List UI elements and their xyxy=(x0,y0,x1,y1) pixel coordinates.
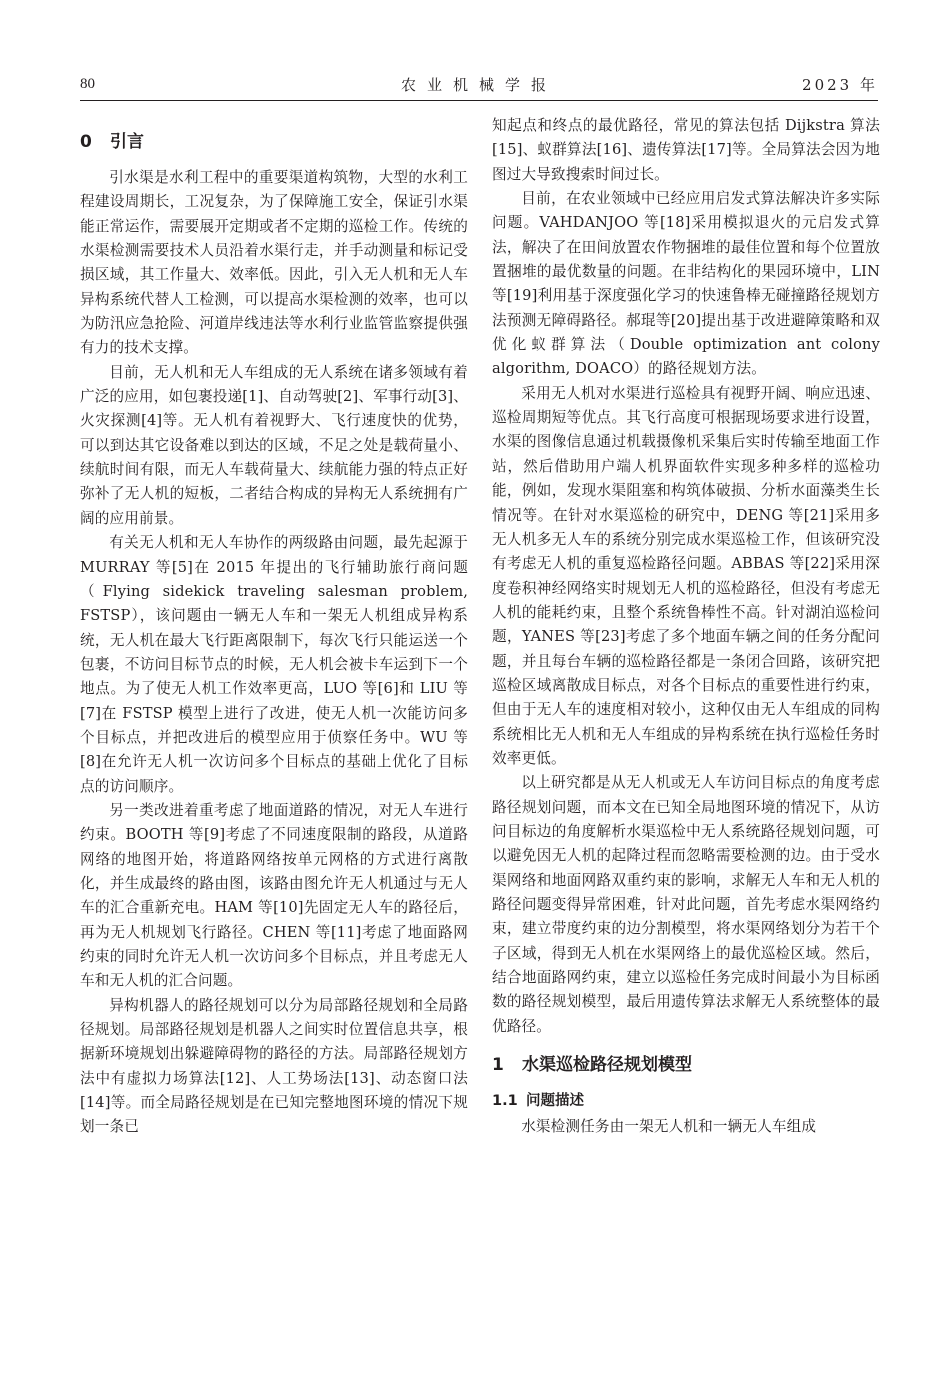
section-number: 1 xyxy=(492,1055,504,1076)
section-number: 0 xyxy=(80,132,92,152)
section-heading-model xyxy=(492,1053,880,1077)
paragraph: 目前，在农业领域中已经应用启发式算法解决许多实际问题。VAHDANJOO 等[18]采用模拟退火的元启发式算法，解决了在田间放置农作物捆堆的最佳位置和每个位置放置捆堆的最优数量的问题。在非结构化的果园环境中，LIN 等[19]利用基于深度强化学习的快速鲁棒无碰撞路径规划方法预测无障碍路径。郝琨等[20]提出基于改进避障策略和双优化蚁群算法（Double optimization ant colony algorithm, DOACO）的路径规划方法。 xyxy=(492,190,880,378)
paragraph: 水渠检测任务由一架无人机和一辆无人车组成 xyxy=(521,1118,817,1136)
subsection-number: 1.1 xyxy=(492,1093,518,1110)
section-title: 水渠巡检路径规划模型 xyxy=(522,1055,692,1076)
header-rule xyxy=(80,100,878,101)
paragraph-continued: 知起点和终点的最优路径，常见的算法包括 Dijkstra 算法[15]、蚁群算法[16]、遗传算法[17]等。全局算法会因为地图过大导致搜索时间过长。 xyxy=(492,117,880,183)
section-heading-intro xyxy=(80,130,468,154)
paragraph: 另一类改进着重考虑了地面道路的情况，对无人车进行约束。BOOTH 等[9]考虑了不同速度限制的路段，从道路网络的地图开始，将道路网络按单元网格的方式进行离散化，并生成最终的路由图，该路由图允许无人机通过与无人车的汇合重新充电。HAM 等[10]先固定无人车的路径后，再为无人机规划飞行路径。CHEN 等[11]考虑了地面路网约束的同时允许无人机一次访问多个目标点，并且考虑无人车和无人机的汇合问题。 xyxy=(80,801,468,990)
left-column xyxy=(80,114,468,1140)
paragraph: 以上研究都是从无人机或无人车访问目标点的角度考虑路径规划问题，而本文在已知全局地图环境的情况下，从访问目标边的角度解析水渠巡检中无人系统路径规划问题，可以避免因无人机的起降过程而忽略需要检测的边。由于受水渠网络和地面网路双重约束的影响，求解无人车和无人机的路径问题变得异常困难，针对此问题，首先考虑水渠网络约束，建立带度约束的边分割模型，将水渠网络划分为若干个子区域，得到无人机在水渠网络上的最优巡检区域。然后，结合地面路网约束，建立以巡检任务完成时间最小为目标函数的路径规划模型，最后用遗传算法求解无人系统整体的最优路径。 xyxy=(492,774,880,1035)
publication-year: 2023 年 xyxy=(802,76,878,94)
section-title: 引言 xyxy=(110,132,144,152)
paragraph: 引水渠是水利工程中的重要渠道构筑物，大型的水利工程建设周期长，工况复杂，为了保障施工安全，保证引水渠能正常运作，需要展开定期或者不定期的巡检工作。传统的水渠检测需要技术人员沿着水渠行走，并手动测量和标记受损区域，其工作量大、效率低。因此，引入无人机和无人车异构系统代替人工检测，可以提高水渠检测的效率，也可以为防汛应急抢险、河道岸线违法等水利行业监管监察提供强有力的技术支撑。 xyxy=(80,169,468,357)
subsection-title: 问题描述 xyxy=(526,1093,584,1110)
running-header xyxy=(80,72,878,98)
paragraph: 异构机器人的路径规划可以分为局部路径规划和全局路径规划。局部路径规划是机器人之间实时位置信息共享，根据新环境规划出躲避障碍物的路径的方法。局部路径规划方法中有虚拟力场算法[12]、人工势场法[13]、动态窗口法[14]等。而全局路径规划是在已知完整地图环境的情况下规划一条已 xyxy=(80,996,468,1136)
right-column xyxy=(492,114,880,1139)
paragraph: 目前，无人机和无人车组成的无人系统在诸多领域有着广泛的应用，如包裹投递[1]、自动驾驶[2]、军事行动[3]、火灾探测[4]等。无人机有着视野大、飞行速度快的优势，可以到达其它设备难以到达的区域，不足之处是载荷量小、续航时间有限，而无人车载荷量大、续航能力强的特点正好弥补了无人机的短板，二者结合构成的异构无人系统拥有广阔的应用前景。 xyxy=(80,363,468,527)
journal-title: 农业机械学报 xyxy=(400,76,557,94)
paragraph: 采用无人机对水渠进行巡检具有视野开阔、响应迅速、巡检周期短等优点。其飞行高度可根据现场要求进行设置，水渠的图像信息通过机载摄像机采集后实时传输至地面工作站，然后借助用户端人机界面软件实现多种多样的巡检功能，例如，发现水渠阻塞和构筑体破损、分析水面藻类生长情况等。在针对水渠巡检的研究中，DENG 等[21]采用多无人机多无人车的系统分别完成水渠巡检工作，但该研究没有考虑无人机的重复巡检路径问题。ABBAS 等[22]采用深度卷积神经网络实时规划无人机的巡检路径，但没有考虑无人机的能耗约束，且整个系统鲁棒性不高。针对湖泊巡检问题，YANES 等[23]考虑了多个地面车辆之间的任务分配问题，并且每台车辆的巡检路径都是一条闭合回路，该研究把巡检区域离散成目标点，对各个目标点的重要性进行约束，但由于无人车的速度相对较小，这种仅由无人车组成的同构系统相比无人机和无人车组成的异构系统在执行巡检任务时效率更低。 xyxy=(492,384,880,767)
paragraph: 有关无人机和无人车协作的两级路由问题，最先起源于 MURRAY 等[5]在 2015 年提出的飞行辅助旅行商问题（Flying sidekick traveling salesman problem, FSTSP），该问题由一辆无人车和一架无人机组成异构系统，无人机在最大飞行距离限制下，每次飞行只能运送一个包裹，不访问目标节点的时候，无人机会被卡车运到下一个地点。为了使无人机工作效率更高，LUO 等[6]和 LIU 等[7]在 FSTSP 模型上进行了改进，使无人机一次能访问多个目标点，并把改进后的模型应用于侦察任务中。WU 等[8]在允许无人机一次访问多个目标点的基础上优化了目标点的访问顺序。 xyxy=(80,534,468,795)
page-number: 80 xyxy=(80,76,95,92)
subsection-heading-problem xyxy=(492,1089,880,1113)
